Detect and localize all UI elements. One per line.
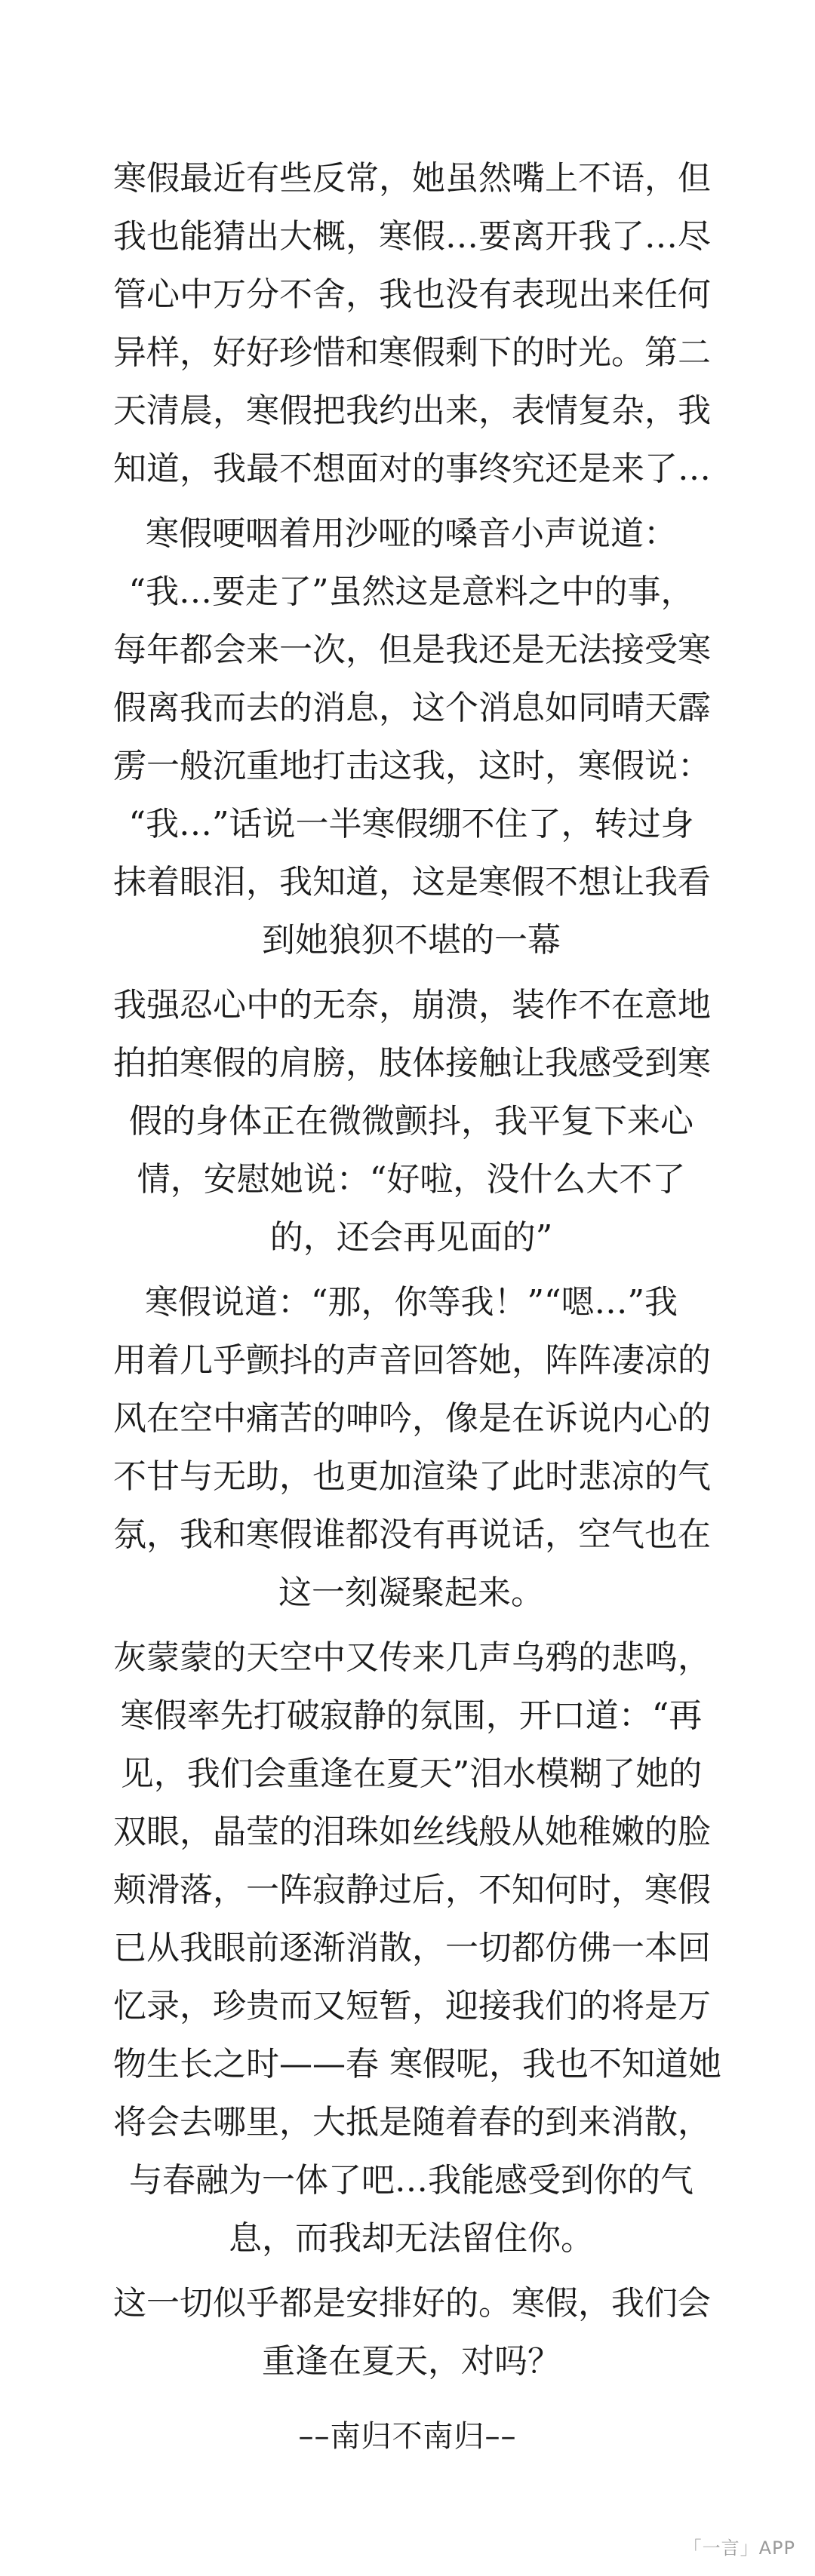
text-line: 双眼，晶莹的泪珠如丝线般从她稚嫩的脸: [113, 1813, 711, 1851]
text-line: 假离我而去的消息，这个消息如同晴天霹: [113, 689, 711, 727]
text-line: 我也能猜出大概，寒假…要离开我了…尽: [113, 217, 711, 256]
text-line: 雳一般沉重地打击这我，这时，寒假说：: [113, 747, 711, 785]
text-line: 知道，我最不想面对的事终究还是来了…: [113, 450, 711, 488]
text-line: 用着几乎颤抖的声音回答她，阵阵凄凉的: [113, 1341, 711, 1380]
text-line: 寒假哽咽着用沙哑的嗓音小声说道：: [146, 514, 677, 553]
text-line: 拍拍寒假的肩膀，肢体接触让我感受到寒: [113, 1044, 711, 1082]
paragraph-3: [113, 976, 709, 1267]
text-line: 忆录，珍贵而又短暂，迎接我们的将是万: [113, 1987, 711, 2025]
article-body: [113, 149, 721, 2397]
text-line: 寒假率先打破寂静的氛围，开口道：“再: [120, 1696, 703, 1735]
paragraph-6: [113, 2274, 709, 2390]
text-line: 天清晨，寒假把我约出来，表情复杂，我: [113, 391, 711, 430]
text-line: 灰蒙蒙的天空中又传来几声乌鸦的悲鸣，: [113, 1638, 711, 1677]
text-line: 异样，好好珍惜和寒假剩下的时光。第二: [113, 333, 711, 372]
text-line: 颊滑落，一阵寂静过后，不知何时，寒假: [113, 1871, 711, 1909]
text-line: 重逢在夏天，对吗？: [262, 2342, 561, 2381]
paragraph-5: [113, 1629, 721, 2267]
text-line: 已从我眼前逐渐消散，一切都仿佛一本回: [113, 1929, 711, 1967]
text-line: “我…”话说一半寒假绷不住了，转过身: [128, 805, 694, 843]
text-line: 我强忍心中的无奈，崩溃，装作不在意地: [113, 986, 711, 1024]
text-line: 见，我们会重逢在夏天”泪水模糊了她的: [120, 1755, 703, 1793]
text-line: 将会去哪里，大抵是随着春的到来消散，: [113, 2103, 711, 2142]
text-line: 风在空中痛苦的呻吟，像是在诉说内心的: [113, 1399, 711, 1438]
paragraph-2: [113, 505, 709, 969]
text-line: 假的身体正在微微颤抖，我平复下来心: [129, 1102, 694, 1141]
text-line: 不甘与无助，也更加渲染了此时悲凉的气: [113, 1457, 711, 1496]
text-line: 氛，我和寒假谁都没有再说话，空气也在: [113, 1515, 711, 1554]
app-watermark: 「一言」APP: [683, 2538, 795, 2559]
author-signature: ––南归不南归––: [298, 2419, 517, 2454]
text-line: 寒假最近有些反常，她虽然嘴上不语，但: [113, 159, 711, 198]
paragraph-4: [113, 1273, 709, 1622]
text-line: 情，安慰她说：“好啦，没什么大不了: [137, 1160, 686, 1199]
text-line: 息，而我却无法留住你。: [229, 2219, 594, 2258]
text-line: 每年都会来一次，但是我还是无法接受寒: [113, 631, 711, 669]
text-line: 的，还会再见面的”: [269, 1218, 553, 1257]
text-line: 物生长之时——春 寒假呢，我也不知道她: [113, 2045, 721, 2083]
paragraph-1: [113, 149, 709, 498]
text-line: 这一刻凝聚起来。: [278, 1574, 544, 1612]
text-line: 管心中万分不舍，我也没有表现出来任何: [113, 275, 711, 314]
text-line: 寒假说道：“那，你等我！”“嗯…”我: [145, 1283, 678, 1322]
text-line: 与春融为一体了吧…我能感受到你的气: [129, 2161, 694, 2200]
text-line: “我…要走了”虽然这是意料之中的事，: [128, 573, 694, 611]
text-line: 抹着眼泪，我知道，这是寒假不想让我看: [113, 863, 711, 901]
text-line: 到她狼狈不堪的一幕: [262, 921, 561, 959]
text-line: 这一切似乎都是安排好的。寒假，我们会: [113, 2284, 711, 2323]
